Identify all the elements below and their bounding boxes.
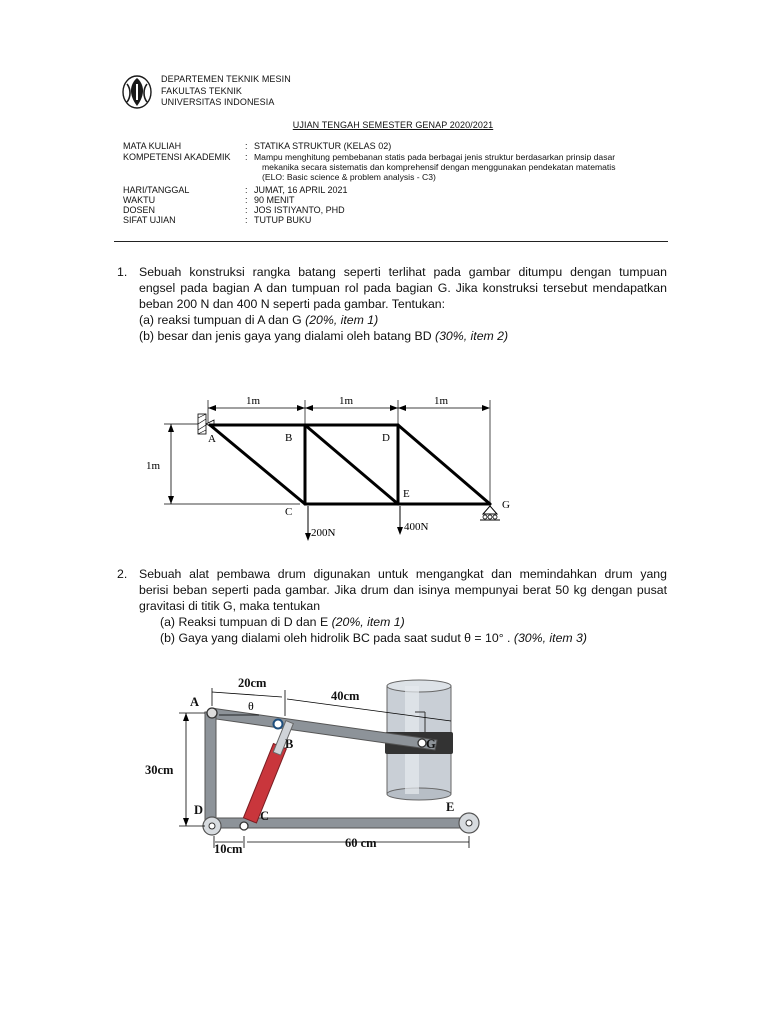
exam-title: UJIAN TENGAH SEMESTER GENAP 2020/2021	[292, 120, 494, 130]
dim-label: 20cm	[238, 676, 267, 690]
info-colon: :	[245, 205, 248, 215]
part-weight: (20%, item 1)	[305, 313, 379, 327]
question-number: 2.	[117, 567, 128, 581]
node-label: A	[208, 433, 216, 445]
info-key: WAKTU	[123, 195, 156, 205]
part-text: (a) reaksi tumpuan di A dan G	[139, 313, 306, 327]
dim-label: 1m	[246, 395, 261, 407]
angle-label: θ	[248, 699, 254, 713]
node-label: B	[285, 432, 293, 444]
question-line: gravitasi di titik G, maka tentukan	[139, 599, 321, 613]
node-label: G	[502, 499, 510, 511]
dim-label: 30cm	[145, 763, 174, 777]
info-key: HARI/TANGGAL	[123, 185, 190, 195]
info-key: MATA KULIAH	[123, 141, 182, 151]
info-colon: :	[245, 141, 248, 151]
part-text: (b) besar dan jenis gaya yang dialami oleh batang BD	[139, 329, 435, 343]
load-label: 400N	[404, 521, 429, 533]
node-label: E	[403, 488, 410, 500]
node-label: D	[194, 803, 204, 817]
part-weight: (20%, item 1)	[331, 615, 405, 629]
info-value: TUTUP BUKU	[254, 215, 312, 225]
question-line: Sebuah konstruksi rangka batang seperti terlihat pada gambar ditumpu dengan tumpuan	[139, 265, 667, 279]
dim-label: 1m	[146, 460, 161, 472]
info-key: DOSEN	[123, 205, 156, 215]
header-line: UNIVERSITAS INDONESIA	[161, 97, 275, 107]
question-1	[139, 264, 667, 344]
part-text: (b) Gaya yang dialami oleh hidrolik BC pada saat sudut θ = 10° .	[160, 631, 514, 645]
info-value: JOS ISTIYANTO, PHD	[254, 205, 345, 215]
info-key: KOMPETENSI AKADEMIK	[123, 152, 231, 162]
member-DG	[398, 425, 490, 504]
dim-label: 1m	[339, 395, 354, 407]
info-row	[123, 141, 683, 151]
dim-label: 1m	[434, 395, 449, 407]
info-colon: :	[245, 152, 248, 162]
info-value: Mampu menghitung pembebanan statis pada berbagai jenis struktur berdasarkan prinsip dasar	[254, 152, 616, 162]
question-number: 1.	[117, 265, 128, 279]
question-line: engsel pada bagian A dan tumpuan rol pada bagian G. Jika konstruksi tersebut mendapatkan	[139, 281, 667, 295]
node-label: C	[285, 506, 293, 518]
info-value: 90 MENIT	[254, 195, 295, 205]
info-value: STATIKA STRUKTUR (KELAS 02)	[254, 141, 392, 151]
load-label: 200N	[311, 527, 336, 539]
part-weight: (30%, item 2)	[435, 329, 509, 343]
info-value: JUMAT, 16 APRIL 2021	[254, 185, 348, 195]
dim-label: 60 cm	[345, 836, 377, 850]
exam-info-table	[123, 141, 683, 225]
part-weight: (30%, item 3)	[513, 631, 587, 645]
info-row	[123, 152, 683, 162]
info-value-cont: mekanika secara sistematis dan komprehensif dengan menggunakan pendekatan matematis	[262, 162, 616, 172]
part-text: (a) Reaksi tumpuan di D dan E	[160, 615, 332, 629]
question-part-a	[139, 614, 667, 630]
header-line: FAKULTAS TEKNIK	[161, 85, 243, 96]
info-value-cont: (ELO: Basic science & problem analysis - C3)	[262, 172, 436, 182]
drum-carrier-figure	[139, 670, 489, 856]
header-line: DEPARTEMEN TEKNIK MESIN	[161, 74, 291, 84]
question-line: Sebuah alat pembawa drum digunakan untuk mengangkat dan memindahkan drum yang	[139, 567, 667, 581]
info-colon: :	[245, 195, 248, 205]
info-row	[123, 185, 683, 195]
node-label: E	[446, 800, 455, 814]
truss-figure	[140, 388, 530, 543]
node-label: B	[285, 737, 294, 751]
institution-header	[161, 74, 291, 109]
university-logo	[120, 74, 154, 110]
info-row	[123, 195, 683, 205]
dim-label: 10cm	[214, 842, 243, 856]
info-key: SIFAT UJIAN	[123, 215, 176, 225]
header-divider	[114, 241, 668, 242]
question-2	[139, 566, 667, 646]
question-line: berisi beban seperti pada gambar. Jika drum dan isinya mempunyai berat 50 kg dengan pusat	[139, 583, 667, 597]
info-colon: :	[245, 185, 248, 195]
question-part-b	[139, 328, 667, 344]
question-part-b	[139, 630, 667, 646]
dim-label: 40cm	[331, 689, 360, 703]
info-colon: :	[245, 215, 248, 225]
node-label: A	[190, 695, 200, 709]
question-line: beban 200 N dan 400 N seperti pada gambar. Tentukan:	[139, 297, 446, 311]
exam-title-wrap	[0, 120, 768, 132]
node-label: D	[382, 432, 390, 444]
node-label: C	[260, 809, 270, 823]
question-part-a	[139, 312, 667, 328]
info-row	[123, 215, 683, 225]
info-row	[123, 205, 683, 215]
node-label: G	[426, 737, 436, 751]
